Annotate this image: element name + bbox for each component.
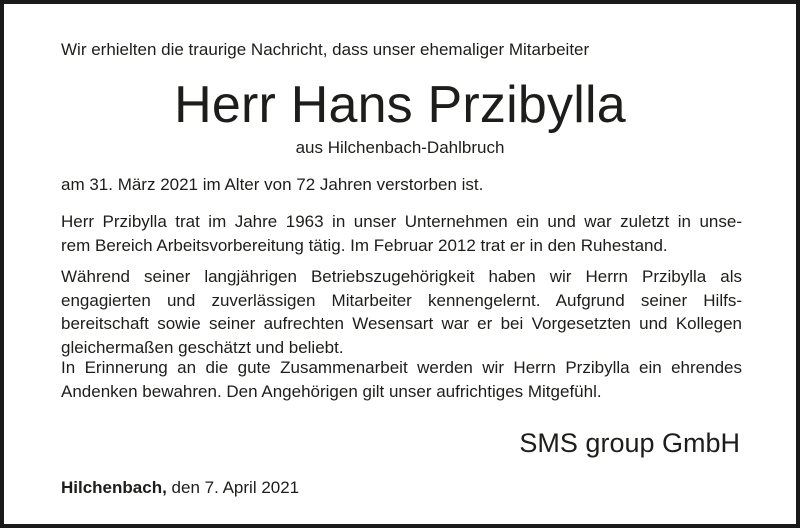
paragraph-remembrance (61, 356, 742, 403)
paragraph-line: engagierten und zuverlässigen Mitarbeiter kennengelernt. Aufgrund seiner Hilfs- (61, 290, 742, 310)
notice-date: den 7. April 2021 (166, 478, 300, 497)
place-date-line (61, 476, 299, 500)
origin-text: aus Hilchenbach-Dahlbruch (295, 138, 505, 157)
company-signature: SMS group GmbH (519, 428, 740, 458)
paragraph-line: Während seiner langjährigen Betriebszugehörigkeit haben wir Herrn Przibylla als (61, 267, 742, 286)
paragraph-career (61, 210, 742, 257)
death-date-text: am 31. März 2021 im Alter von 72 Jahren verstorben ist. (61, 175, 484, 194)
place-name: Hilchenbach, (61, 478, 167, 497)
deceased-name: Herr Hans Przibylla (174, 76, 626, 134)
paragraph-line: Andenken bewahren. Den Angehörigen gilt unser aufrichtiges Mitgefühl. (61, 381, 602, 401)
paragraph-line: gleichermaßen geschätzt und beliebt. (61, 337, 344, 357)
paragraph-line: Herr Przibylla trat im Jahre 1963 in unser Unternehmen ein und war zuletzt in unse- (61, 212, 742, 231)
paragraph-character (61, 265, 742, 359)
paragraph-line: In Erinnerung an die gute Zusammenarbeit werden wir Herrn Przibylla ein ehrendes (61, 358, 742, 377)
intro-text: Wir erhielten die traurige Nachricht, dass unser ehemaliger Mitarbeiter (61, 40, 590, 59)
paragraph-line: bereitschaft sowie seiner aufrechten Wesensart war er bei Vorgesetzten und Kollegen (61, 314, 742, 333)
paragraph-line: rem Bereich Arbeitsvorbereitung tätig. Im Februar 2012 trat er in den Ruhestand. (61, 235, 668, 255)
